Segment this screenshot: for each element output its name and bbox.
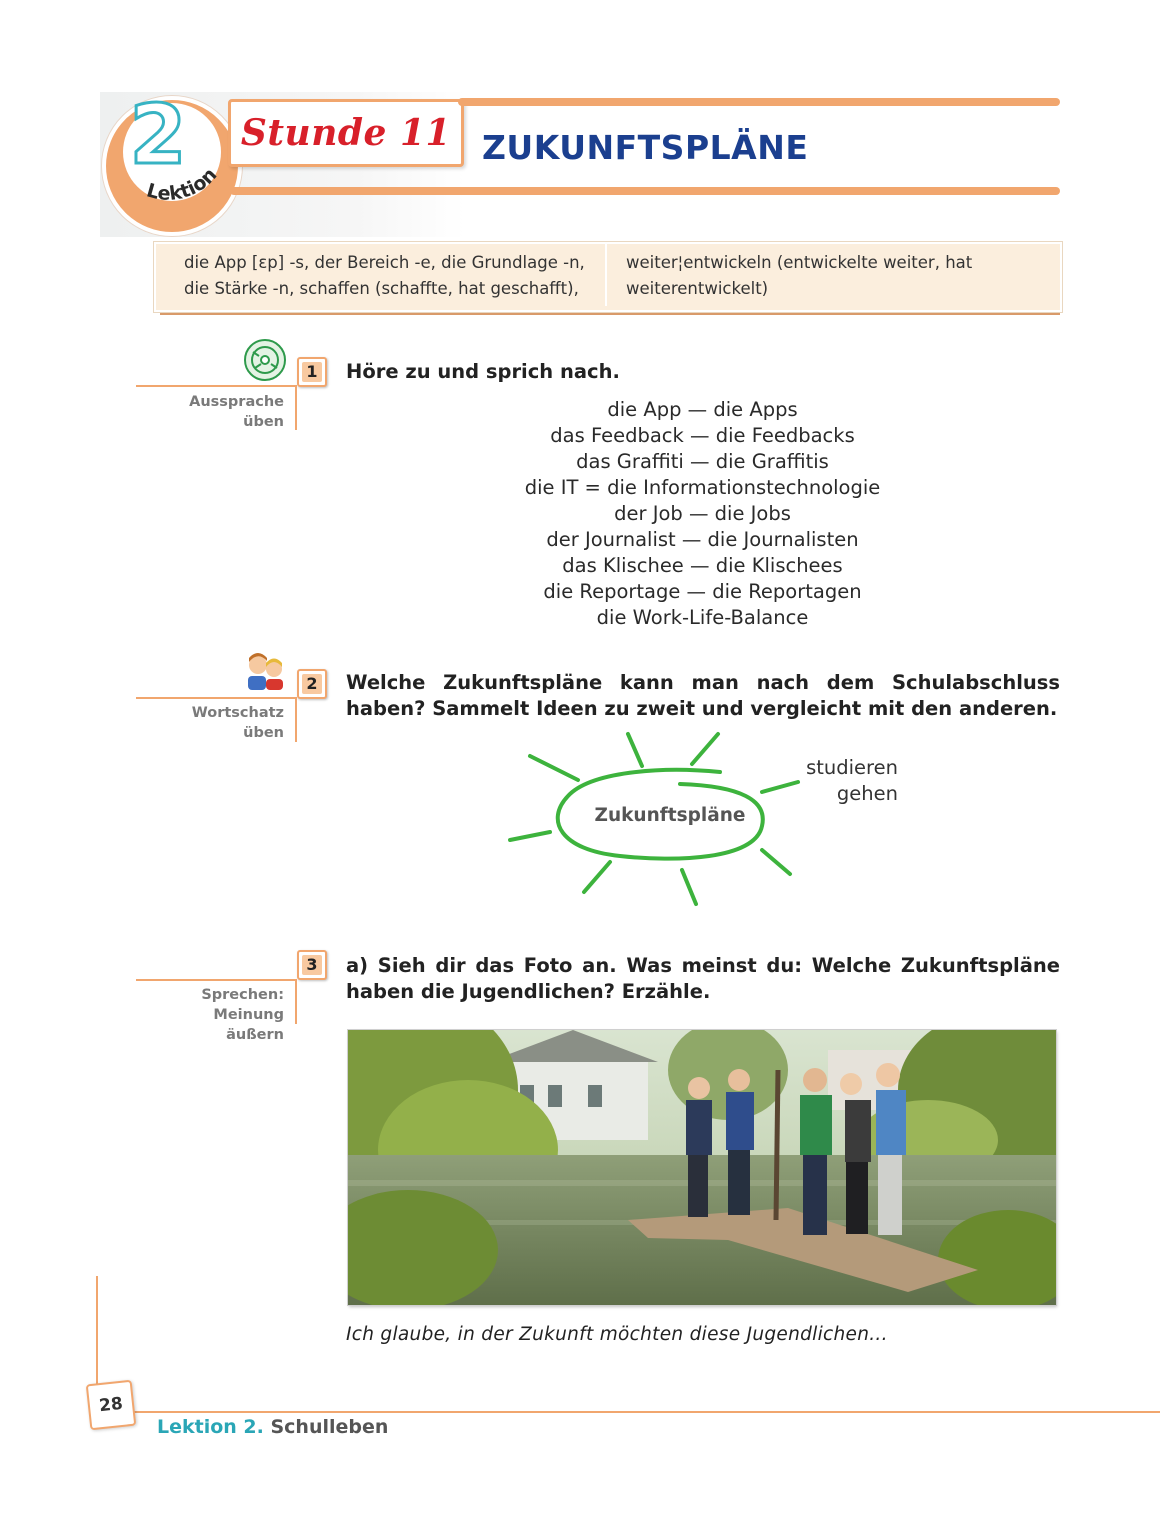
task-2-instruction: Welche Zukunftspläne kann man nach dem Schulabschluss haben? Sammelt Ideen zu zweit und vergleicht mit den anderen.: [346, 671, 1060, 720]
vocab-divider: [605, 244, 607, 306]
list-item: die Reportage — die Reportagen: [543, 580, 862, 603]
task-1-label: Aussprache üben: [189, 394, 284, 430]
list-item: das Feedback — die Feedbacks: [550, 424, 855, 447]
list-item: die IT = die Informationstechnologie: [524, 476, 881, 499]
svg-text:Lektion: [144, 164, 221, 205]
vocab-left-column: [184, 250, 585, 302]
task-3-label: Sprechen: Meinung äußern: [201, 987, 284, 1043]
stunde-box: [228, 99, 464, 167]
cd-icon[interactable]: [243, 338, 287, 382]
task-1-number: 1: [297, 357, 327, 387]
footer-topic: Schulleben: [270, 1416, 389, 1438]
list-item: der Journalist — die Journalisten: [546, 528, 859, 551]
list-item: das Klischee — die Klischees: [562, 554, 843, 577]
mindmap-center: Zukunftspläne: [594, 805, 746, 826]
caption-sentence: Ich glaube, in der Zukunft möchten diese Jugendlichen...: [346, 1324, 888, 1345]
task-1-rule: [136, 385, 296, 387]
list-item: die Work-Life-Balance: [596, 606, 809, 629]
task-2-vrule: [295, 697, 297, 742]
vocab-right-column: [626, 250, 972, 302]
task-2-rule: [136, 697, 296, 699]
stunde-label: Stunde 11: [240, 112, 452, 154]
task-3-instruction: a) Sieh dir das Foto an. Was meinst du: Welche Zukunftspläne haben die Jugendlichen? Erzähle.: [346, 954, 1060, 1003]
list-item: der Job — die Jobs: [614, 502, 791, 525]
list-item: die App — die Apps: [607, 398, 798, 421]
vocab-line: weiterentwickelt): [626, 279, 769, 298]
page-number: 28: [86, 1380, 137, 1431]
vocab-line: weiter¦entwickeln (entwickelte weiter, hat: [626, 253, 973, 272]
task-3-vrule: [295, 979, 297, 1024]
task-2-label: Wortschatz üben: [191, 705, 284, 741]
footer-vertical-rule: [96, 1276, 98, 1386]
pair-kids-icon: [243, 648, 289, 692]
header-stripe-top: [458, 98, 1060, 106]
header-stripe-bottom: [230, 187, 1060, 195]
task-1-instruction: Höre zu und sprich nach.: [346, 360, 620, 383]
lektion-number: 2: [129, 88, 187, 183]
mindmap-idea: studieren gehen: [806, 756, 898, 805]
vocab-line: die Stärke -n, schaffen (schaffte, hat geschafft),: [184, 279, 579, 298]
page-title: ZUKUNFTSPLÄNE: [482, 128, 809, 167]
footer-horizontal-rule: [130, 1411, 1160, 1413]
task-3-rule: [136, 979, 296, 981]
word-list: [460, 397, 945, 631]
footer-lesson: [157, 1416, 388, 1438]
task-2-number: 2: [297, 669, 327, 699]
vocab-line: die App [ɛp] -s, der Bereich -e, die Grundlage -n,: [184, 253, 585, 272]
list-item: das Graffiti — die Graffitis: [576, 450, 829, 473]
task-3-number: 3: [297, 950, 327, 980]
lektion-word-text: Lektion: [144, 163, 222, 206]
photo-teenagers-on-raft: [348, 1030, 1056, 1305]
task-1-vrule: [295, 385, 297, 430]
footer-lesson-number: Lektion 2.: [157, 1416, 264, 1438]
